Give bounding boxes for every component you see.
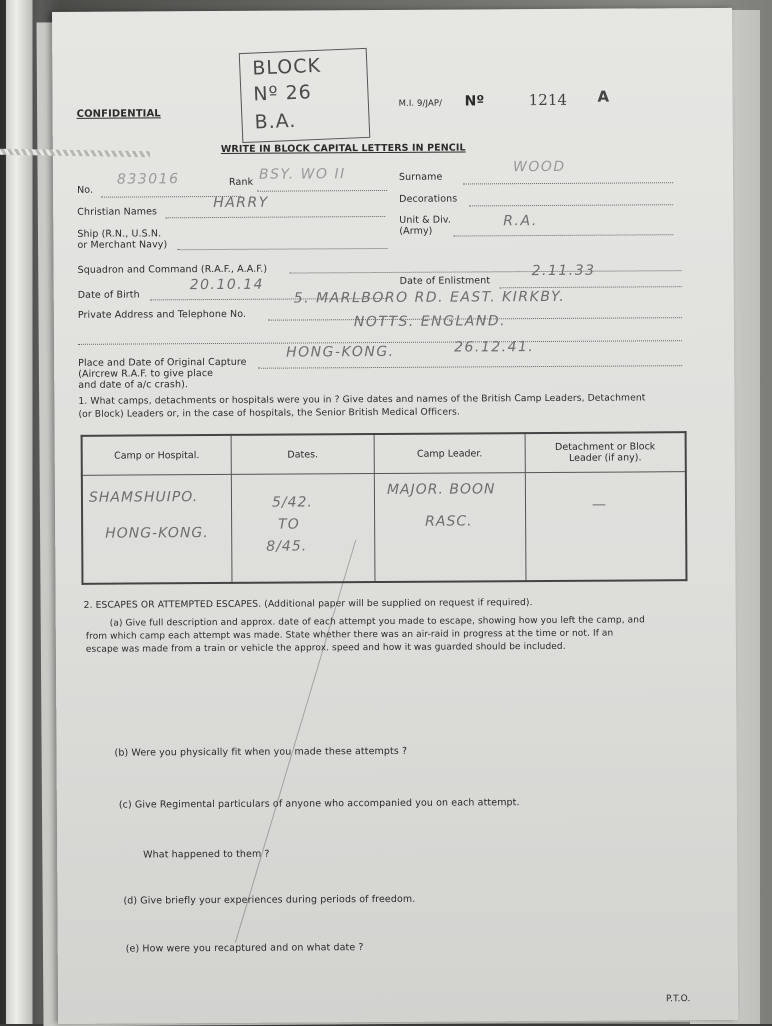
question-2c-followup: What happened to them ? <box>143 848 270 861</box>
capture-place: HONG-KONG. <box>286 343 395 361</box>
camp-value-line-1: SHAMSHUIPO. <box>88 489 199 506</box>
squadron-label: Squadron and Command (R.A.F., A.A.F.) <box>77 263 268 276</box>
question-2-heading: 2. ESCAPES OR ATTEMPTED ESCAPES. (Additional paper will be supplied on request if required). <box>83 597 533 611</box>
address-label: Private Address and Telephone No. <box>77 308 247 321</box>
camp-header: Camp or Hospital. <box>82 435 232 475</box>
christian-names-value: HARRY <box>213 194 269 212</box>
capture-date: 26.12.41. <box>454 339 535 356</box>
reference-number: 1214 <box>528 90 568 110</box>
question-1-line-1: 1. What camps, detachments or hospitals were you in ? Give dates and names of the British Camp Leaders, Detachment <box>78 392 646 407</box>
address-line-2: NOTTS. ENGLAND. <box>353 313 507 331</box>
question-2a-line-3: escape was made from a train or vehicle the approx. speed and how it was guarded should be included. <box>85 641 566 655</box>
question-1-line-2: (or Block) Leaders or, in the case of hospitals, the Senior British Medical Officers. <box>78 406 460 420</box>
service-number-label: No. <box>77 184 94 196</box>
surname-value: WOOD <box>512 158 566 176</box>
date-of-birth-label: Date of Birth <box>77 289 140 301</box>
detachment-value: — <box>591 496 608 513</box>
camp-leader-header: Camp Leader. <box>374 433 525 473</box>
enlistment-value: 2.11.33 <box>531 262 596 280</box>
rank-line <box>257 190 387 192</box>
enlistment-label: Date of Enlistment <box>399 275 491 287</box>
pto-label: P.T.O. <box>666 994 691 1005</box>
decorations-line <box>469 204 673 206</box>
address-line-1: 5. MARLBORO RD. EAST. KIRKBY. <box>293 288 566 307</box>
confidential-label: CONFIDENTIAL <box>76 108 161 120</box>
dates-value-line-2: TO <box>278 516 300 533</box>
capture-label-2: (Aircrew R.A.F. to give place <box>78 368 214 380</box>
surname-line <box>463 182 673 184</box>
ship-line <box>177 248 387 250</box>
instruction-heading: WRITE IN BLOCK CAPITAL LETTERS IN PENCIL <box>220 142 466 155</box>
leader-value-line-2: RASC. <box>425 513 473 530</box>
dates-value-line-1: 5/42. <box>271 494 313 511</box>
reference-no-label: Nº <box>464 93 485 110</box>
surname-label: Surname <box>398 171 443 183</box>
capture-label-3: and date of a/c crash). <box>78 379 189 391</box>
camp-value-line-2: HONG-KONG. <box>105 525 209 542</box>
detachment-cell <box>525 472 686 581</box>
stamp-line-1: BLOCK <box>251 54 322 80</box>
service-number-value: 833016 <box>116 171 180 188</box>
dates-header: Dates. <box>231 434 374 474</box>
capture-label-1: Place and Date of Original Capture <box>78 356 247 369</box>
reference-suffix: A <box>597 87 610 106</box>
camps-table <box>81 431 688 585</box>
rank-label: Rank <box>229 176 254 188</box>
decorations-label: Decorations <box>399 193 458 205</box>
unit-line <box>453 234 673 236</box>
question-2c: (c) Give Regimental particulars of anyone who accompanied you on each attempt. <box>118 797 520 811</box>
squadron-line <box>290 270 682 273</box>
camps-table-header-row <box>82 432 686 475</box>
detachment-header: Detachment or Block Leader (if any). <box>525 432 686 472</box>
unit-value: R.A. <box>503 213 538 230</box>
stamp-line-2: Nº 26 <box>252 81 313 106</box>
reference-prefix: M.I. 9/JAP/ <box>398 98 443 109</box>
question-2a-line-1: (a) Give full description and approx. date of each attempt you made to escape, showing how you left the camp, and <box>109 615 645 629</box>
camp-cell <box>82 474 232 583</box>
leader-value-line-1: MAJOR. BOON <box>386 481 496 498</box>
questionnaire-page <box>52 8 738 1024</box>
ship-label-2: or Merchant Navy) <box>77 239 168 251</box>
date-of-birth-value: 20.10.14 <box>189 276 265 294</box>
stamp-line-3: B.A. <box>254 109 297 134</box>
table-row <box>82 472 687 584</box>
leader-cell <box>374 473 526 582</box>
christian-names-line <box>165 216 385 218</box>
dates-value-line-3: 8/45. <box>266 538 308 555</box>
question-2a-line-2: from which camp each attempt was made. State whether there was an air-raid in progress at the time or not. If an <box>85 628 614 642</box>
enlistment-line <box>500 286 682 288</box>
block-stamp <box>239 48 371 143</box>
question-2e: (e) How were you recaptured and on what date ? <box>125 942 364 955</box>
unit-label-1: Unit & Div. <box>399 214 452 226</box>
ship-label-1: Ship (R.N., U.S.N. <box>77 228 162 240</box>
question-2d: (d) Give briefly your experiences during periods of freedom. <box>123 893 416 907</box>
christian-names-label: Christian Names <box>77 206 158 218</box>
capture-line <box>258 365 682 369</box>
unit-label-2: (Army) <box>399 225 433 237</box>
rank-value: BSY. WO II <box>258 166 346 183</box>
question-2b: (b) Were you physically fit when you made these attempts ? <box>114 745 408 759</box>
dates-cell <box>231 474 375 583</box>
